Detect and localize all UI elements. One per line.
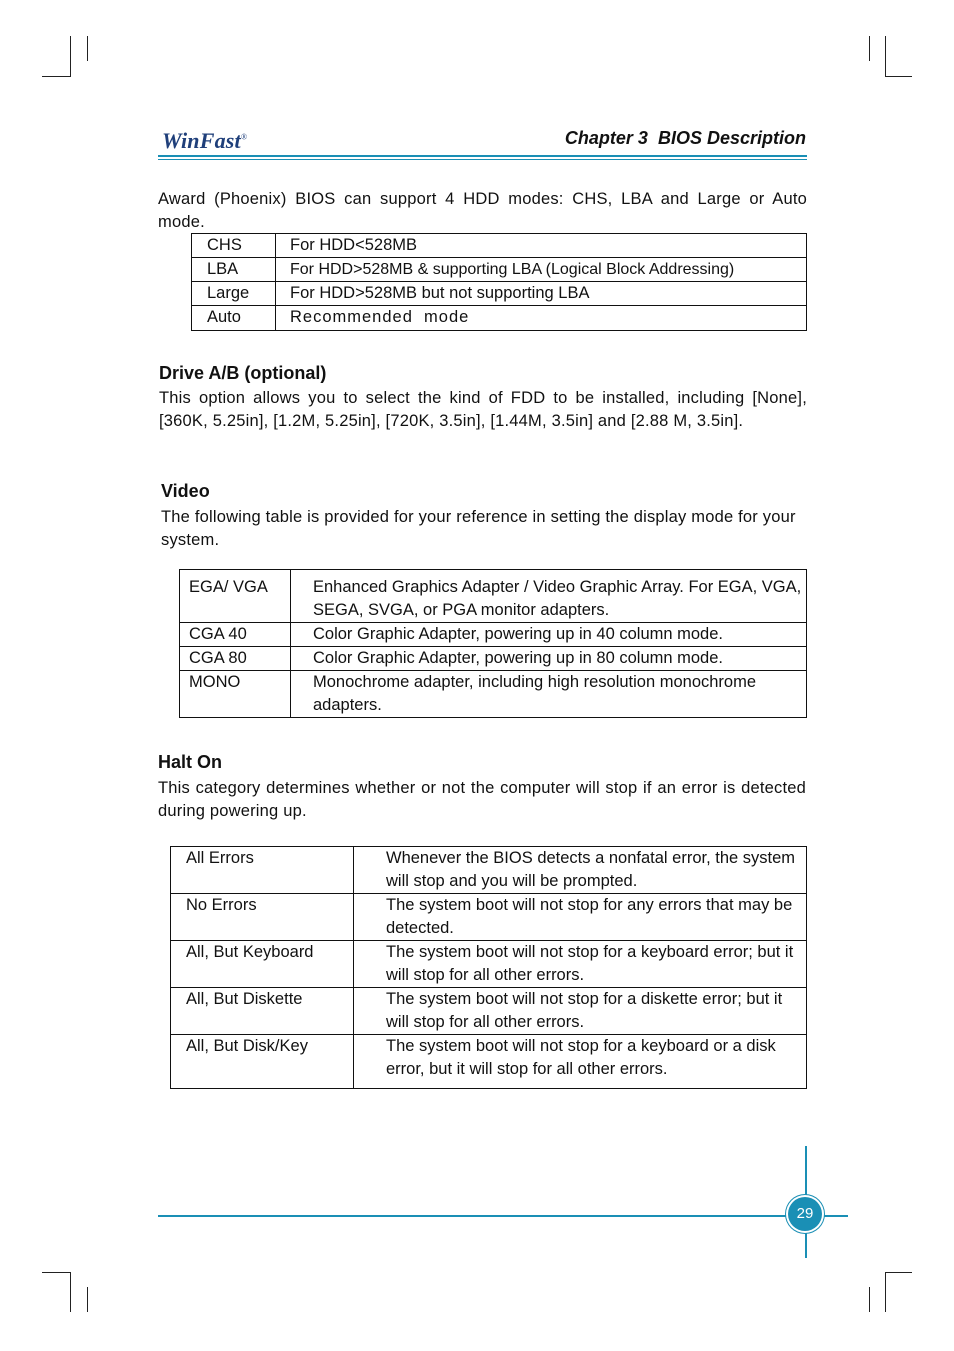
- table-row: [180, 647, 807, 671]
- crop-mark: [70, 36, 71, 76]
- video-mode-cell: CGA 40: [180, 623, 291, 647]
- video-heading: Video: [161, 481, 210, 501]
- hdd-desc-cell: For HDD>528MB but not supporting LBA: [276, 282, 807, 306]
- halt-table: [170, 846, 807, 1089]
- hdd-desc-cell: Recommended mode: [276, 306, 807, 331]
- crop-mark: [885, 76, 912, 77]
- table-row: [192, 234, 807, 258]
- halt-desc-cell: Whenever the BIOS detects a nonfatal error, the system will stop and you will be prompted.: [354, 847, 807, 894]
- table-row: [192, 282, 807, 306]
- halt-option-cell: All, But Keyboard: [171, 941, 354, 988]
- hdd-mode-cell: Large: [192, 282, 276, 306]
- halt-option-cell: No Errors: [171, 894, 354, 941]
- crop-mark: [869, 1287, 870, 1312]
- table-row: [171, 988, 807, 1035]
- crop-mark: [885, 36, 886, 76]
- halt-paragraph: This category determines whether or not the computer will stop if an error is detected during powering up.: [158, 779, 806, 820]
- drive-paragraph: This option allows you to select the kind of FDD to be installed, including [None], [360K, 5.25in], [1.2M, 5.25in], [720K, 3.5in], [1.44M, 3.5in] and [2.88 M, 3.5in].: [159, 389, 807, 430]
- video-desc-cell: Monochrome adapter, including high resolution monochrome adapters.: [291, 671, 807, 718]
- crop-mark: [885, 1272, 912, 1273]
- halt-desc-cell: The system boot will not stop for any errors that may be detected.: [354, 894, 807, 941]
- halt-option-cell: All, But Disk/Key: [171, 1035, 354, 1089]
- header-rule: [158, 155, 807, 157]
- intro-paragraph: Award (Phoenix) BIOS can support 4 HDD modes: CHS, LBA and Large or Auto mode.: [158, 190, 807, 231]
- video-mode-cell: MONO: [180, 671, 291, 718]
- crop-mark: [87, 1287, 88, 1312]
- halt-desc-cell: The system boot will not stop for a keyboard or a disk error, but it will stop for all other errors.: [354, 1035, 807, 1089]
- halt-desc-cell: The system boot will not stop for a keyboard error; but it will stop for all other errors.: [354, 941, 807, 988]
- hdd-mode-cell: CHS: [192, 234, 276, 258]
- video-paragraph: The following table is provided for your reference in setting the display mode for your system.: [161, 508, 796, 549]
- video-mode-cell: EGA/ VGA: [180, 570, 291, 623]
- crop-mark: [885, 1272, 886, 1312]
- table-row: [180, 671, 807, 718]
- crop-mark: [70, 1272, 71, 1312]
- hdd-mode-table: [191, 233, 807, 331]
- halt-heading: Halt On: [158, 752, 223, 772]
- halt-desc-cell: The system boot will not stop for a diskette error; but it will stop for all other errors.: [354, 988, 807, 1035]
- crop-mark: [869, 36, 870, 61]
- crop-mark: [87, 36, 88, 61]
- table-row: [171, 1035, 807, 1089]
- halt-option-cell: All, But Diskette: [171, 988, 354, 1035]
- crop-mark: [42, 1272, 71, 1273]
- table-row: [171, 847, 807, 894]
- video-table: [179, 569, 807, 718]
- hdd-desc-cell: For HDD>528MB & supporting LBA (Logical Block Addressing): [276, 258, 807, 282]
- table-row: [192, 258, 807, 282]
- video-desc-cell: Enhanced Graphics Adapter / Video Graphic Array. For EGA, VGA, SEGA, SVGA, or PGA monitor adapters.: [291, 570, 807, 623]
- footer-rule: [158, 1215, 848, 1217]
- hdd-desc-cell: For HDD<528MB: [276, 234, 807, 258]
- video-desc-cell: Color Graphic Adapter, powering up in 40 column mode.: [291, 623, 807, 647]
- table-row: [171, 894, 807, 941]
- page-number: 29: [788, 1197, 822, 1231]
- drive-heading: Drive A/B (optional): [159, 363, 327, 383]
- table-row: [192, 306, 807, 331]
- crop-mark: [42, 76, 71, 77]
- halt-option-cell: All Errors: [171, 847, 354, 894]
- table-row: [180, 623, 807, 647]
- table-row: [171, 941, 807, 988]
- video-mode-cell: CGA 80: [180, 647, 291, 671]
- table-row: [180, 570, 807, 623]
- chapter-title: Chapter 3 BIOS Description: [564, 128, 806, 148]
- video-desc-cell: Color Graphic Adapter, powering up in 80 column mode.: [291, 647, 807, 671]
- winfast-logo: WinFast®: [162, 128, 248, 153]
- hdd-mode-cell: LBA: [192, 258, 276, 282]
- header-rule: [158, 159, 807, 160]
- hdd-mode-cell: Auto: [192, 306, 276, 331]
